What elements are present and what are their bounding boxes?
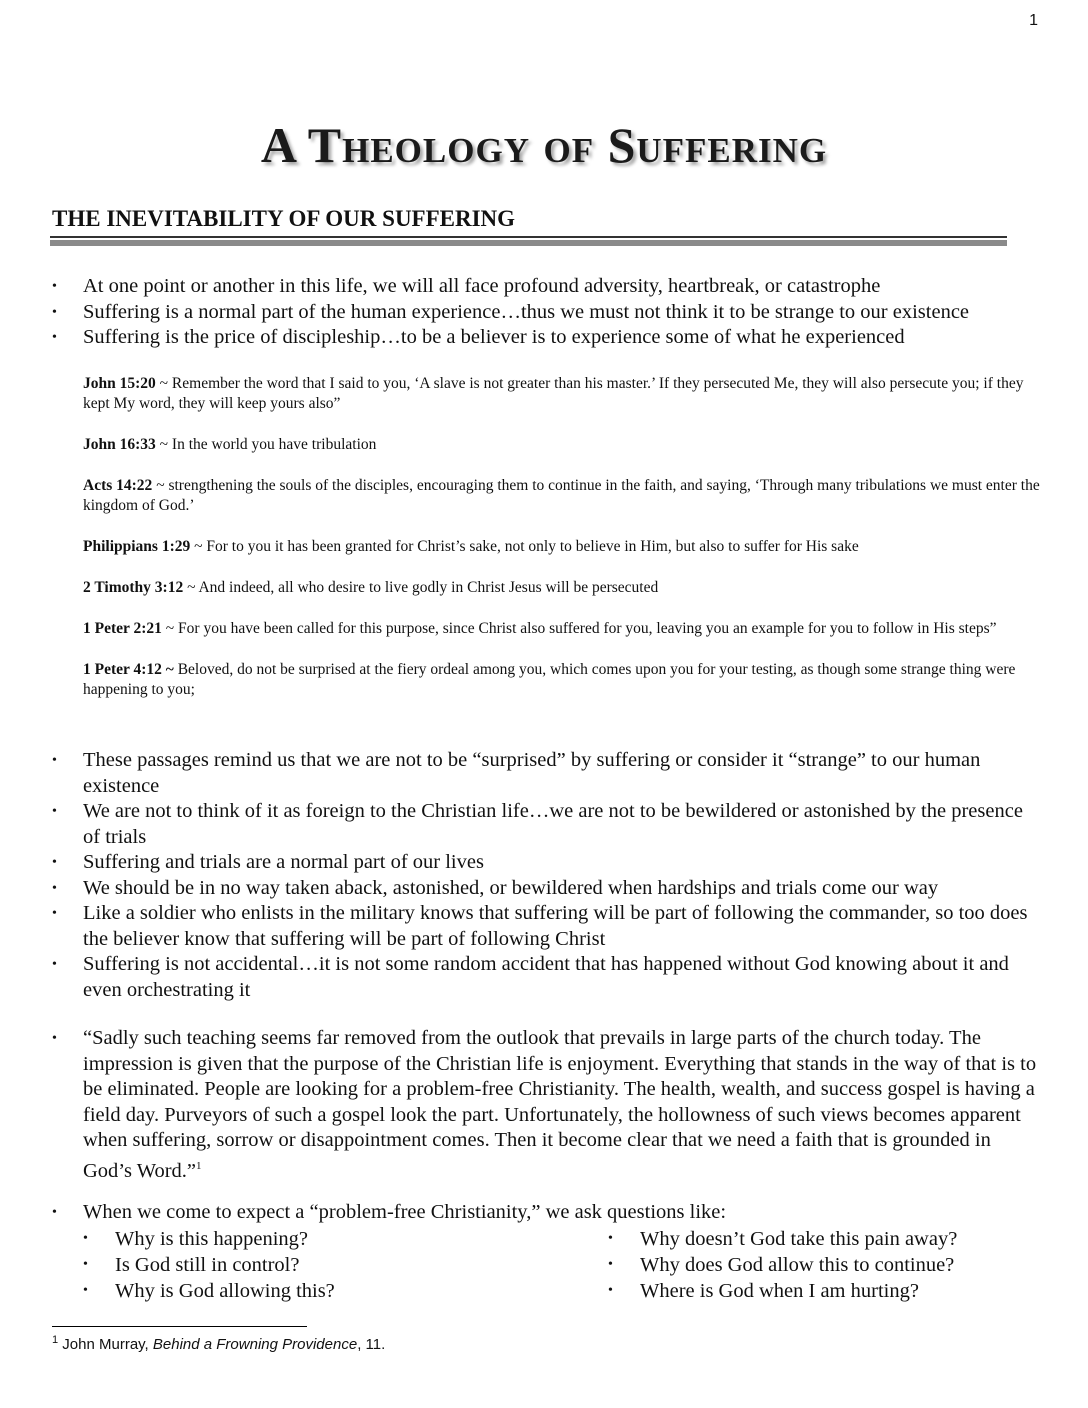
questions-intro: When we come to expect a “problem-free Christianity,” we ask questions like: (83, 1201, 727, 1223)
verse-reference: John 15:20 (83, 375, 156, 392)
verse (83, 619, 1043, 639)
bullet-icon: • (52, 330, 57, 345)
verse-text: ~ For to you it has been granted for Christ’s sake, not only to believe in Him, but also to suffer for His sake (190, 538, 859, 555)
section-heading: THE INEVITABILITY OF OUR SUFFERING (52, 206, 516, 231)
bullet-icon: • (52, 906, 57, 921)
list-item (52, 1200, 1042, 1226)
footnote-separator (52, 1326, 307, 1327)
bullet-icon: • (52, 1205, 57, 1220)
list-item: • These passages remind us that we are not to be “surprised” by suffering or consider it “strange” to our human existence (52, 749, 981, 797)
list-item: • Like a soldier who enlists in the military knows that suffering will be part of following the commander, so too does the believer know that suffering will be part of following Christ (52, 902, 1028, 950)
list-item: • Where is God when I am hurting? (608, 1280, 919, 1302)
list-item: • Suffering is the price of discipleship…to be a believer is to experience some of what he experienced (52, 325, 1042, 351)
bullet-icon: • (52, 804, 57, 819)
verse-reference: John 16:33 (83, 436, 156, 453)
quote-text: “Sadly such teaching seems far removed from the outlook that prevails in large parts of the church today. The impression is given that the purpose of the Christian life is enjoyment. Everything that stands in the way of that is to be eliminated. People are looking for a problem-free Christianity. The health, wealth, and success gospel is having a field day. Purveyors of such a gospel look the part. Unfortunately, the hollowness of such views becomes apparent when suffering, sorrow or disappointment comes. Then it become clear that we need a faith that is grounded in God’s Word.” (83, 1027, 1037, 1182)
list-item: • Why is this happening? (83, 1228, 309, 1250)
heading-rule-thick (50, 240, 1007, 246)
list-item: • Suffering and trials are a normal part of our lives (52, 850, 1042, 876)
questions-bullet-list (52, 1200, 1042, 1226)
footnote-work-title: Behind a Frowning Providence (152, 1336, 358, 1353)
verse-reference: 1 Peter 2:21 (83, 620, 162, 637)
quote-bullet-list (52, 1026, 1042, 1184)
bullet-icon: • (83, 1231, 88, 1246)
bullet-icon: • (608, 1283, 613, 1298)
verse-text: ~ In the world you have tribulation (155, 436, 377, 453)
verse (83, 578, 1043, 598)
verse-reference: Philippians 1:29 (83, 538, 191, 555)
heading-rule-thin (50, 236, 1007, 238)
questions-right-column (608, 1226, 1048, 1304)
bullet-icon: • (608, 1231, 613, 1246)
list-item: • Suffering is not accidental…it is not some random accident that has happened without God knowing about it and even orchestrating it (52, 953, 1009, 1001)
intro-bullet-list (52, 274, 1042, 351)
verse (83, 435, 1043, 455)
list-item: • Why doesn’t God take this pain away? (608, 1228, 958, 1250)
verse (83, 537, 1043, 557)
list-item: • Is God still in control? (83, 1254, 300, 1276)
bullet-icon: • (52, 279, 57, 294)
verse-reference: 1 Peter 4:12 ~ (83, 661, 174, 678)
questions-left-column (83, 1226, 583, 1304)
bullet-icon: • (52, 304, 57, 320)
list-item: • We are not to think of it as foreign to the Christian life…we are not to be bewildered or astonished by the presence of trials (52, 800, 1023, 848)
verse-text: ~ strengthening the souls of the disciples, encouraging them to continue in the faith, and saying, ‘Through many tribulations we must enter the kingdom of God.’ (83, 477, 1040, 514)
verse (83, 660, 1043, 700)
bullet-icon: • (52, 880, 57, 896)
list-item: • Why is God allowing this? (83, 1280, 335, 1302)
bullet-icon: • (52, 1031, 57, 1046)
footnote-mark: 1 (52, 1334, 59, 1346)
verse-text: ~ And indeed, all who desire to live godly in Christ Jesus will be persecuted (183, 579, 659, 596)
scripture-passages (83, 374, 1043, 721)
footnote-author: John Murray, (58, 1336, 153, 1353)
verse-text: Beloved, do not be surprised at the fiery ordeal among you, which comes upon you for your testing, as though some strange thing were happening to you; (83, 661, 1016, 698)
list-item: • Why does God allow this to continue? (608, 1254, 955, 1276)
verse-reference: Acts 14:22 (83, 477, 153, 494)
bullet-icon: • (52, 753, 57, 768)
verse (83, 476, 1043, 516)
footnote (52, 1334, 385, 1353)
bullet-icon: • (83, 1257, 88, 1272)
page-number: 1 (1029, 12, 1038, 29)
reflection-bullet-list (52, 748, 1042, 1003)
page-title: A Theology of Suffering (260, 117, 828, 173)
verse-reference: 2 Timothy 3:12 (83, 579, 184, 596)
bullet-icon: • (52, 855, 57, 870)
verse-text: ~ Remember the word that I said to you, ‘A slave is not greater than his master.’ If they persecuted Me, they will also persecute you; if they kept My word, they will keep yours also” (83, 375, 1024, 412)
list-item: • We should be in no way taken aback, astonished, or bewildered when hardships and trials come our way (52, 876, 1042, 902)
verse (83, 374, 1043, 414)
footnote-page: , 11. (357, 1336, 386, 1353)
bullet-icon: • (52, 957, 57, 972)
bullet-icon: • (608, 1257, 613, 1272)
list-item: • Suffering is a normal part of the human experience…thus we must not think it to be strange to our existence (52, 300, 1042, 326)
footnote-reference[interactable]: 1 (196, 1159, 202, 1172)
list-item: • At one point or another in this life, we will all face profound adversity, heartbreak, or catastrophe (52, 274, 1042, 300)
verse-text: ~ For you have been called for this purpose, since Christ also suffered for you, leaving you an example for you to follow in His steps” (161, 620, 997, 637)
block-quote (52, 1026, 1042, 1184)
bullet-icon: • (83, 1283, 88, 1298)
